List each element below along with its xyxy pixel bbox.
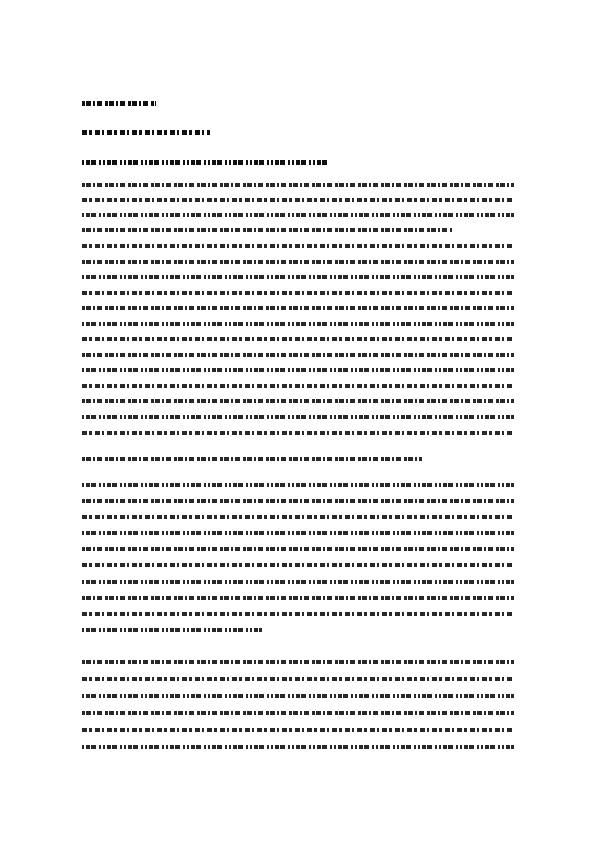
title-line [82, 160, 328, 165]
text-line [82, 368, 514, 372]
text-line [82, 745, 514, 749]
text-line [82, 660, 514, 664]
text-line [82, 483, 514, 487]
text-line [82, 515, 514, 519]
text-line [82, 612, 514, 616]
text-line [82, 694, 514, 698]
text-line [82, 198, 514, 202]
text-line [82, 183, 514, 187]
text-line [82, 353, 514, 357]
text-line [82, 628, 262, 632]
text-line [82, 260, 514, 264]
text-line [82, 306, 514, 310]
text-line [82, 728, 514, 732]
text-line [82, 415, 514, 419]
text-line [82, 563, 514, 567]
text-line [82, 531, 514, 535]
text-line [82, 244, 514, 248]
text-line [82, 337, 514, 341]
text-line [82, 228, 452, 232]
text-line [82, 431, 514, 435]
header-line [82, 101, 156, 106]
text-line [82, 580, 514, 584]
text-line [82, 547, 514, 551]
text-line [82, 711, 514, 715]
text-line [82, 499, 514, 503]
text-line [82, 275, 514, 279]
text-line [82, 384, 514, 388]
text-line [82, 399, 514, 403]
text-line [82, 457, 422, 461]
date-line [82, 130, 210, 135]
text-line [82, 596, 514, 600]
text-line [82, 213, 514, 217]
text-line [82, 291, 514, 295]
text-line [82, 677, 514, 681]
text-line [82, 322, 514, 326]
